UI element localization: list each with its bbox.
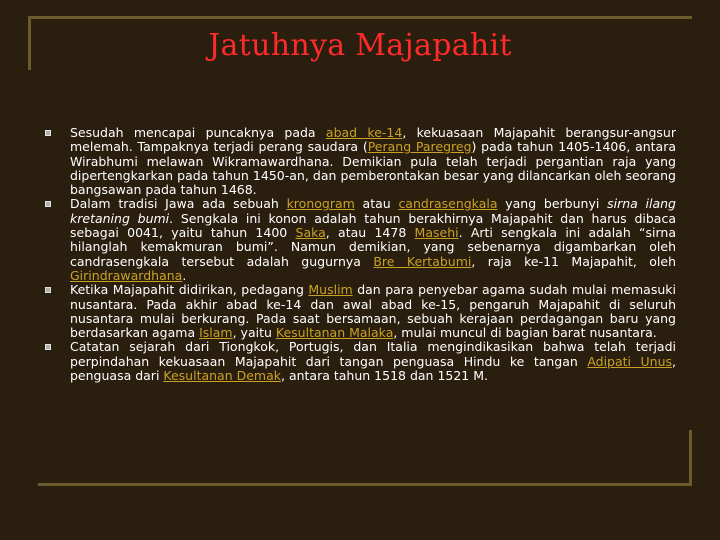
text-run: yang berbunyi	[497, 196, 608, 212]
wiki-link[interactable]: kronogram	[286, 196, 355, 212]
square-bullet-icon	[45, 130, 51, 136]
wiki-link[interactable]: Saka	[295, 225, 326, 241]
wiki-link[interactable]: Adipati Unus	[587, 353, 673, 369]
wiki-link[interactable]: candrasengkala	[398, 196, 498, 212]
text-run: , antara tahun 1518 dan 1521 M.	[281, 368, 488, 384]
wiki-link[interactable]: Masehi	[414, 225, 459, 241]
text-run: . Arti sengkala ini adalah “sirna hilanglah kemakmuran bumi”. Namun demikian, yang sebenarnya digambarkan oleh candrasengkala tersebut adalah gugurnya	[70, 225, 677, 269]
wiki-link[interactable]: Kesultanan Demak	[163, 368, 281, 384]
text-run: Ketika Majapahit didirikan, pedagang	[70, 282, 309, 298]
text-run: Catatan sejarah dari Tiongkok, Portugis, dan Italia mengindikasikan bahwa telah terjadi perpindahan kekuasaan Majapahit dari tangan penguasa Hindu ke tangan	[70, 339, 676, 369]
bullet-list	[44, 126, 676, 383]
frame-right-line	[689, 430, 692, 486]
wiki-link[interactable]: Girindrawardhana	[70, 267, 183, 283]
text-run: , yaitu	[232, 325, 276, 341]
italic-text: sirna ilang kretaning bumi	[70, 196, 676, 226]
text-run: .	[182, 267, 187, 283]
frame-bottom-line	[38, 483, 692, 486]
text-run: , mulai muncul di bagian barat nusantara.	[393, 325, 657, 341]
wiki-link[interactable]: abad ke-14	[325, 125, 403, 140]
bullet-item	[44, 283, 676, 340]
bullet-item	[44, 197, 676, 283]
text-run: , penguasa dari	[70, 353, 676, 384]
text-run: , raja ke-11 Majapahit, oleh	[471, 253, 677, 269]
text-run: . Sengkala ini konon adalah tahun berakhirnya Majapahit dan harus dibaca sebagai 0041, yaitu tahun 1400	[70, 210, 676, 241]
square-bullet-icon	[45, 287, 51, 293]
square-bullet-icon	[45, 201, 51, 207]
square-bullet-icon	[45, 344, 51, 350]
wiki-link[interactable]: Kesultanan Malaka	[275, 325, 394, 341]
bullet-text	[70, 339, 676, 383]
wiki-link[interactable]: Perang Paregreg	[367, 139, 472, 155]
text-run: , atau 1478	[325, 225, 415, 241]
wiki-link[interactable]: Bre Kertabumi	[373, 253, 472, 269]
text-run: Dalam tradisi Jawa ada sebuah	[70, 196, 287, 212]
bullet-text	[70, 125, 676, 197]
text-run: , kekuasaan Majapahit berangsur-angsur melemah. Tampaknya terjadi perang saudara (	[70, 125, 676, 155]
slide-title: Jatuhnya Majapahit	[208, 28, 512, 63]
frame-top-line	[28, 16, 692, 19]
bullet-item	[44, 340, 676, 383]
wiki-link[interactable]: Muslim	[308, 282, 353, 298]
text-run: dan para penyebar agama sudah mulai memasuki nusantara. Pada akhir abad ke-14 dan awal abad ke-15, pengaruh Majapahit di seluruh nusantara mulai berkurang. Pada saat bersamaan, sebuah kerajaan perdagangan baru yang berdasarkan agama	[70, 282, 676, 341]
text-run: ) pada tahun 1405-1406, antara Wirabhumi melawan Wikramawardhana. Demikian pula telah terjadi pergantian raja yang dipertengkarkan pada tahun 1450-an, dan pemberontakan besar yang dilancarkan oleh seorang bangsawan pada tahun 1468.	[70, 139, 677, 198]
bullet-text	[70, 196, 676, 282]
wiki-link[interactable]: Islam	[199, 325, 233, 341]
bullet-item	[44, 126, 676, 197]
text-run: Sesudah mencapai puncaknya pada	[70, 125, 326, 140]
text-run: atau	[354, 196, 399, 212]
bullet-text	[70, 282, 676, 340]
